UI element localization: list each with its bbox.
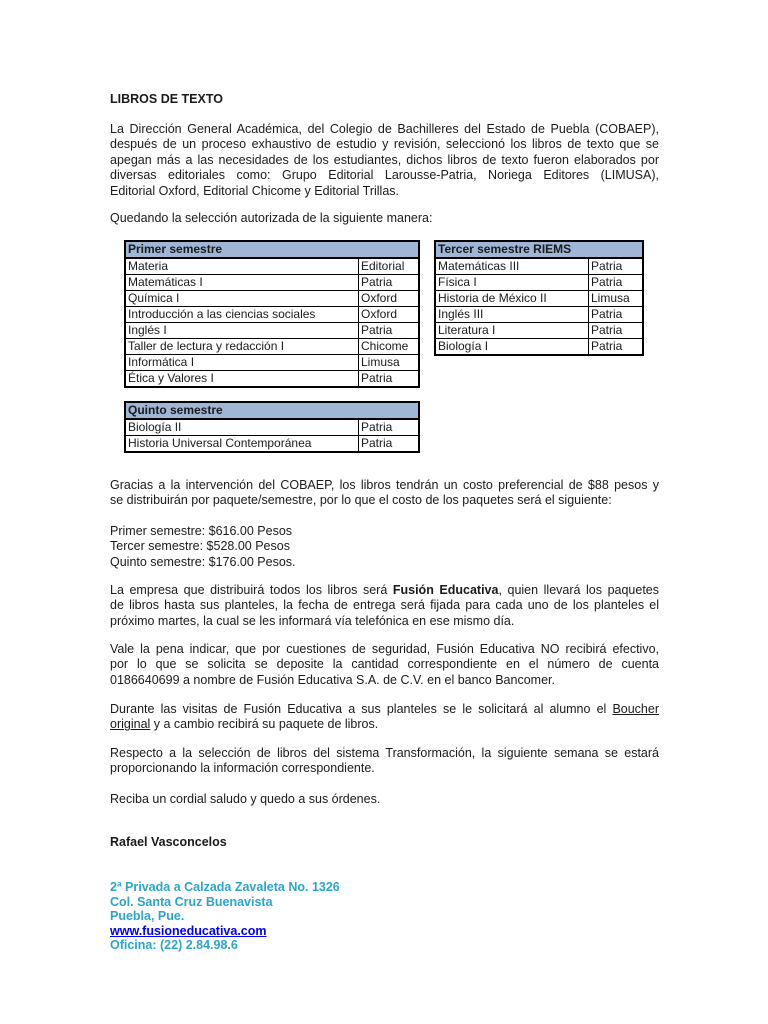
distribution-paragraph	[110, 583, 659, 629]
contact-address2: Col. Santa Cruz Buenavista	[110, 894, 273, 909]
table-cell-materia: Ética y Valores I	[125, 371, 359, 388]
table-row	[125, 275, 419, 291]
distribution-text: , quien llevará los paquetes	[498, 583, 660, 597]
table-cell-materia: Biología I	[435, 339, 589, 356]
boucher-link: Boucher	[612, 702, 659, 716]
primer-semestre-table	[124, 240, 420, 388]
closing-text: Reciba un cordial saludo y quedo a sus órdenes.	[110, 792, 381, 806]
distribution-line: de libros hasta sus planteles, la fecha de entrega será fijada para cada uno de los planteles el	[110, 598, 659, 613]
contact-city: Puebla, Pue.	[110, 909, 185, 924]
table-row	[435, 307, 643, 323]
table-cell-editorial: Oxford	[359, 307, 420, 323]
table-cell-editorial: Patria	[359, 275, 420, 291]
intro-paragraph	[110, 122, 659, 199]
table-row	[435, 323, 643, 339]
visits-paragraph	[110, 702, 659, 733]
table-cell-materia: Informática I	[125, 355, 359, 371]
table-row	[435, 275, 643, 291]
transformacion-line: proporcionando la información correspondiente.	[110, 761, 375, 776]
table-cell-materia: Introducción a las ciencias sociales	[125, 307, 359, 323]
table-row	[125, 355, 419, 371]
table-cell-editorial: Patria	[359, 419, 420, 436]
quinto-semestre-table	[124, 401, 420, 453]
table-cell-materia: Biología II	[125, 419, 359, 436]
visits-line	[110, 702, 659, 717]
table-cell-editorial: Patria	[589, 339, 644, 356]
table-title: Quinto semestre	[125, 402, 419, 419]
contact-phone: Oficina: (22) 2.84.98.6	[110, 938, 238, 953]
cost-list	[110, 524, 659, 570]
table-title: Tercer semestre RIEMS	[435, 241, 643, 258]
costs-line: se distribuirán por paquete/semestre, por lo que el costo de los paquetes será el siguiente:	[110, 493, 612, 508]
cost-tercer: Tercer semestre: $528.00 Pesos	[110, 539, 290, 554]
table-cell-editorial: Patria	[589, 258, 644, 275]
table-title: Primer semestre	[125, 241, 419, 258]
original-link: original	[110, 717, 151, 732]
table-row	[125, 291, 419, 307]
table-row	[125, 419, 419, 436]
intro-line: apegan más a las necesidades de los estudiantes, dichos libros de texto fueron elaborados por	[110, 152, 659, 167]
table-cell-materia: Inglés I	[125, 323, 359, 339]
table-cell-materia: Química I	[125, 291, 359, 307]
table-cell-editorial: Limusa	[589, 291, 644, 307]
intro-line: La Dirección General Académica, del Colegio de Bachilleres del Estado de Puebla (COBAEP),	[110, 122, 659, 136]
selection-intro: Quedando la selección autorizada de la siguiente manera:	[110, 211, 433, 225]
payment-line: 0186640699 a nombre de Fusión Educativa S.A. de C.V. en el banco Bancomer.	[110, 672, 555, 687]
table-cell-editorial: Patria	[589, 307, 644, 323]
payment-paragraph	[110, 642, 659, 688]
table-cell-materia: Literatura I	[435, 323, 589, 339]
table-cell-editorial: Chicome	[359, 339, 420, 355]
table-cell-editorial: Patria	[359, 323, 420, 339]
table-cell-materia: Inglés III	[435, 307, 589, 323]
table-cell-editorial: Patria	[589, 323, 644, 339]
table-cell-materia: Historia de México II	[435, 291, 589, 307]
website-link[interactable]: www.fusioneducativa.com	[110, 923, 267, 938]
table-row	[435, 291, 643, 307]
company-name: Fusión Educativa	[392, 583, 499, 597]
distribution-line: próximo martes, la cual se les informará vía telefónica en ese mismo día.	[110, 613, 515, 628]
table-row	[125, 339, 419, 355]
table-cell-materia: Historia Universal Contemporánea	[125, 436, 359, 453]
table-cell-editorial: Patria	[359, 436, 420, 453]
table-cell-materia: Física I	[435, 275, 589, 291]
cost-quinto: Quinto semestre: $176.00 Pesos.	[110, 554, 296, 569]
tercer-semestre-table	[434, 240, 644, 356]
distribution-line	[110, 583, 659, 598]
contact-block	[110, 880, 340, 953]
visits-line	[110, 717, 659, 732]
table-cell-editorial: Limusa	[359, 355, 420, 371]
table-cell-editorial: Oxford	[359, 291, 420, 307]
cost-primer: Primer semestre: $616.00 Pesos	[110, 524, 293, 538]
costs-paragraph	[110, 478, 659, 509]
visits-text: Durante las visitas de Fusión Educativa a sus planteles se le solicitará al alumno el	[110, 702, 613, 716]
table-header-editorial: Editorial	[359, 258, 420, 275]
table-row	[125, 436, 419, 453]
payment-line: Vale la pena indicar, que por cuestiones de seguridad, Fusión Educativa NO recibirá efectivo,	[110, 642, 659, 656]
table-cell-editorial: Patria	[589, 275, 644, 291]
table-row	[125, 371, 419, 388]
table-cell-materia: Taller de lectura y redacción I	[125, 339, 359, 355]
table-row	[435, 339, 643, 356]
table-cell-materia: Matemáticas III	[435, 258, 589, 275]
intro-line: después de un proceso exhaustivo de estudio y revisión, seleccionó los libros de texto que se	[110, 137, 659, 152]
intro-line: Editorial Oxford, Editorial Chicome y Editorial Trillas.	[110, 183, 399, 198]
document-title: LIBROS DE TEXTO	[110, 92, 223, 106]
table-row	[125, 307, 419, 323]
payment-line: por lo que se solicita se deposite la cantidad correspondiente en el número de cuenta	[110, 657, 659, 672]
transformacion-paragraph	[110, 746, 659, 777]
intro-line: diversas editoriales como: Grupo Editorial Larousse-Patria, Noriega Editores (LIMUSA),	[110, 168, 659, 183]
table-row	[435, 258, 643, 275]
costs-line: Gracias a la intervención del COBAEP, los libros tendrán un costo preferencial de $88 pesos y	[110, 478, 659, 492]
table-header-materia: Materia	[125, 258, 359, 275]
contact-address1: 2ª Privada a Calzada Zavaleta No. 1326	[110, 880, 340, 894]
visits-text: y a cambio recibirá su paquete de libros.	[150, 717, 379, 732]
transformacion-line: Respecto a la selección de libros del sistema Transformación, la siguiente semana se estará	[110, 746, 659, 760]
distribution-text: La empresa que distribuirá todos los libros será	[110, 583, 393, 597]
signature-name: Rafael Vasconcelos	[110, 835, 227, 849]
table-row	[125, 323, 419, 339]
table-cell-materia: Matemáticas I	[125, 275, 359, 291]
table-cell-editorial: Patria	[359, 371, 420, 388]
